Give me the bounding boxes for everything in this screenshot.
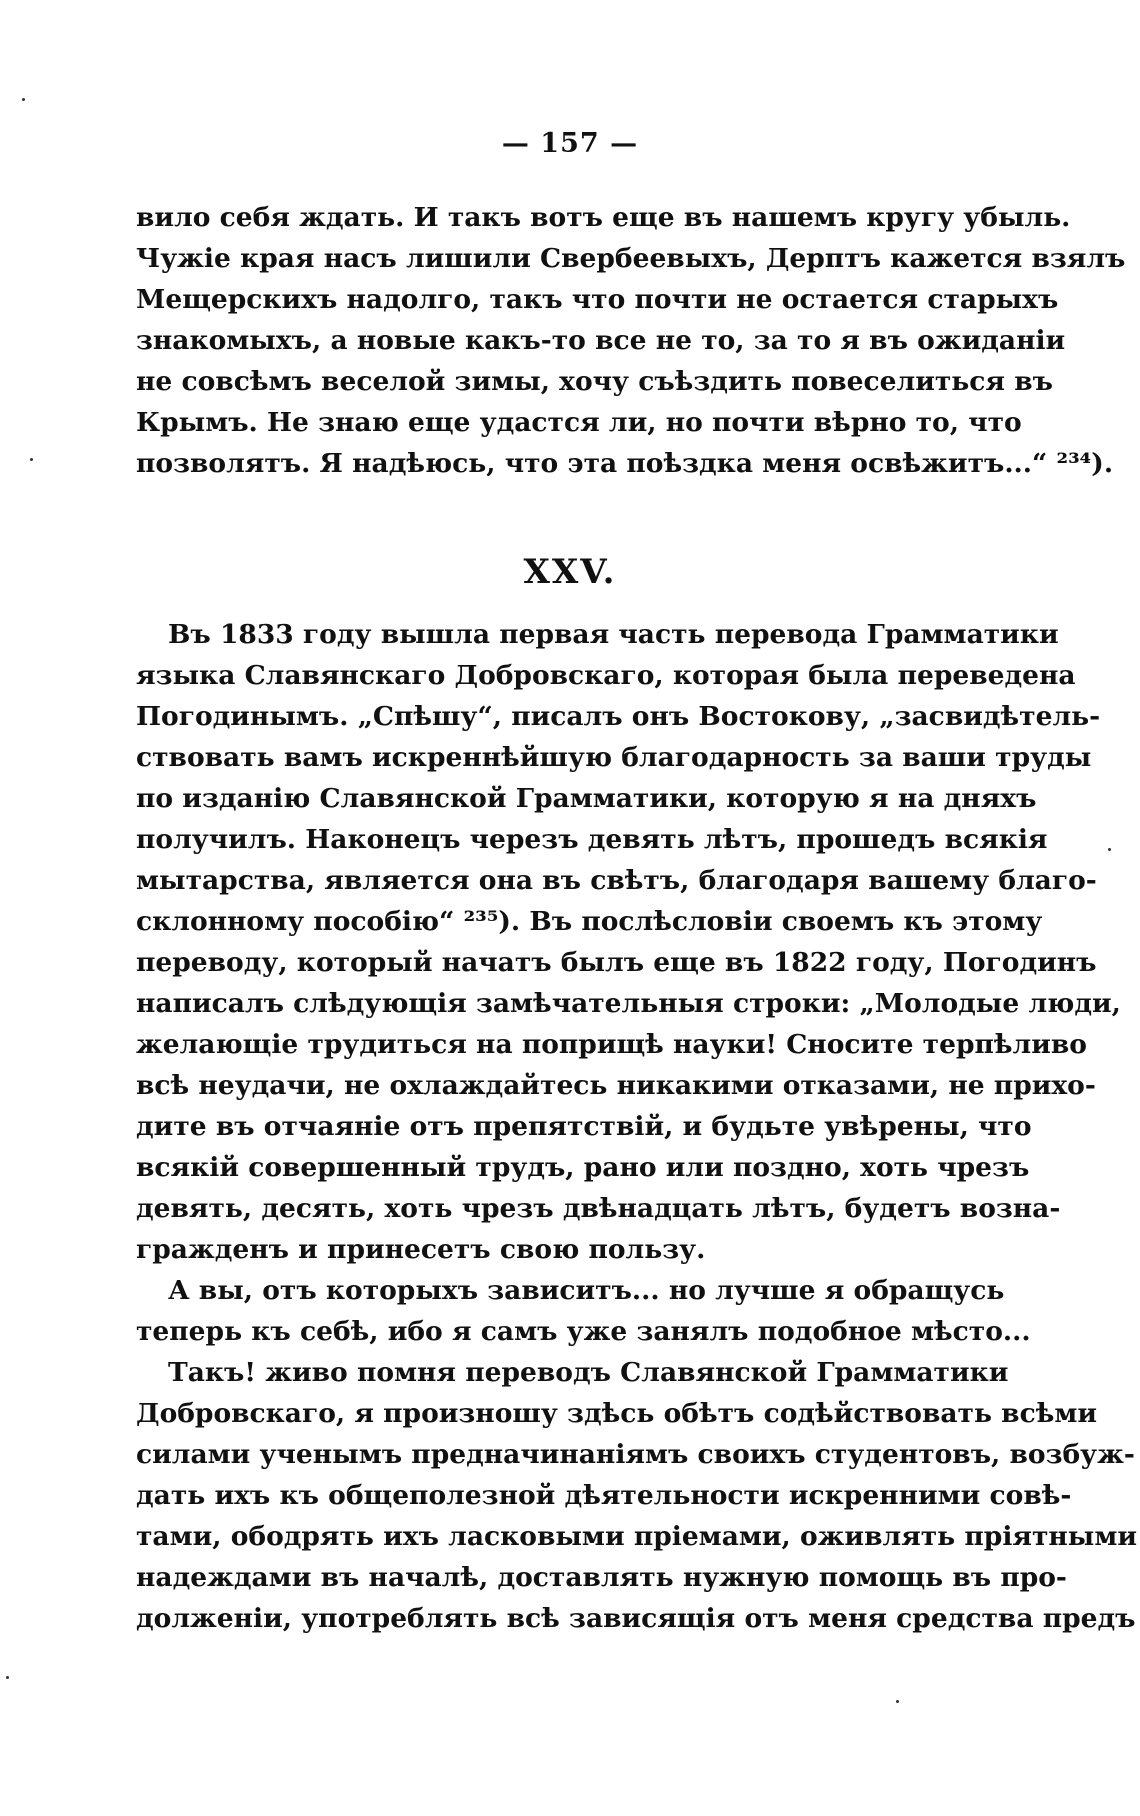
text-line: Крымъ. Не знаю еще удастся ли, но почти вѣрно то, что <box>136 407 1022 438</box>
chapter-body <box>136 614 1138 1639</box>
text-line: дать ихъ къ общеполезной дѣятельности искренними совѣ- <box>136 1480 1072 1511</box>
text-line: позволятъ. Я надѣюсь, что эта поѣздка меня освѣжитъ...“ ²³⁴). <box>136 448 1114 479</box>
text-line: склонному пособію“ ²³⁵). Въ послѣсловіи своемъ къ этому <box>136 906 1043 937</box>
text-line: Чужіе края насъ лишили Свербеевыхъ, Дерптъ кажется взялъ <box>136 243 1126 274</box>
scan-speck <box>30 458 33 461</box>
text-line: языка Славянскаго Добровскаго, которая была переведена <box>136 660 1076 691</box>
text-line: девять, десять, хоть чрезъ двѣнадцать лѣтъ, будетъ возна- <box>136 1193 1061 1224</box>
text-line: гражденъ и принесетъ свою пользу. <box>136 1234 706 1265</box>
text-line: Мещерскихъ надолго, такъ что почти не остается старыхъ <box>136 284 1059 315</box>
text-line: надеждами въ началѣ, доставлять нужную помощь въ про- <box>136 1562 1067 1593</box>
chapter-heading: XXV. <box>523 552 617 592</box>
text-line: ствовать вамъ искреннѣйшую благодарность за ваши труды <box>136 742 1092 773</box>
scan-speck <box>6 1676 9 1679</box>
scan-speck <box>1108 848 1111 851</box>
text-line: получилъ. Наконецъ черезъ девять лѣтъ, прошедъ всякія <box>136 824 1048 855</box>
text-line: вило себя ждать. И такъ вотъ еще въ нашемъ кругу убыль. <box>136 202 1071 233</box>
text-line: всѣ неудачи, не охлаждайтесь никакими отказами, не прихо- <box>136 1070 1096 1101</box>
text-line: Въ 1833 году вышла первая часть перевода Грамматики <box>168 619 1059 650</box>
text-line: написалъ слѣдующія замѣчательныя строки: „Молодые люди, <box>136 988 1121 1019</box>
text-line: не совсѣмъ веселой зимы, хочу съѣздить повеселиться въ <box>136 366 1053 397</box>
scan-speck <box>22 98 25 101</box>
text-line: желающіе трудиться на поприщѣ науки! Сносите терпѣливо <box>136 1029 1087 1060</box>
text-line: Такъ! живо помня переводъ Славянской Грамматики <box>168 1357 1009 1388</box>
text-line: по изданію Славянской Грамматики, которую я на дняхъ <box>136 783 1037 814</box>
top-paragraph <box>136 197 1126 484</box>
text-line: А вы, отъ которыхъ зависитъ... но лучше я обращусь <box>168 1275 1005 1306</box>
text-line: теперь къ себѣ, ибо я самъ уже занялъ подобное мѣсто... <box>136 1316 1031 1347</box>
scan-speck <box>896 1700 899 1703</box>
text-line: долженіи, употреблять всѣ зависящія отъ меня средства предъ <box>136 1603 1136 1634</box>
text-line: Добровскаго, я произношу здѣсь обѣтъ содѣйствовать всѣми <box>136 1398 1098 1429</box>
text-line: тами, ободрять ихъ ласковыми пріемами, оживлять пріятными <box>136 1521 1138 1552</box>
text-line: всякій совершенный трудъ, рано или поздно, хоть чрезъ <box>136 1152 1030 1183</box>
text-line: Погодинымъ. „Спѣшу“, писалъ онъ Востокову, „засвидѣтель- <box>136 701 1101 732</box>
text-line: знакомыхъ, а новые какъ-то все не то, за то я въ ожиданіи <box>136 325 1066 356</box>
text-line: дите въ отчаяніе отъ препятствій, и будьте увѣрены, что <box>136 1111 1032 1142</box>
page-number: — 157 — <box>501 128 639 159</box>
text-line: переводу, который начатъ былъ еще въ 1822 году, Погодинъ <box>136 947 1097 978</box>
text-line: мытарства, является она въ свѣтъ, благодаря вашему благо- <box>136 865 1097 896</box>
text-line: силами ученымъ предначинаніямъ своихъ студентовъ, возбуж- <box>136 1439 1135 1470</box>
